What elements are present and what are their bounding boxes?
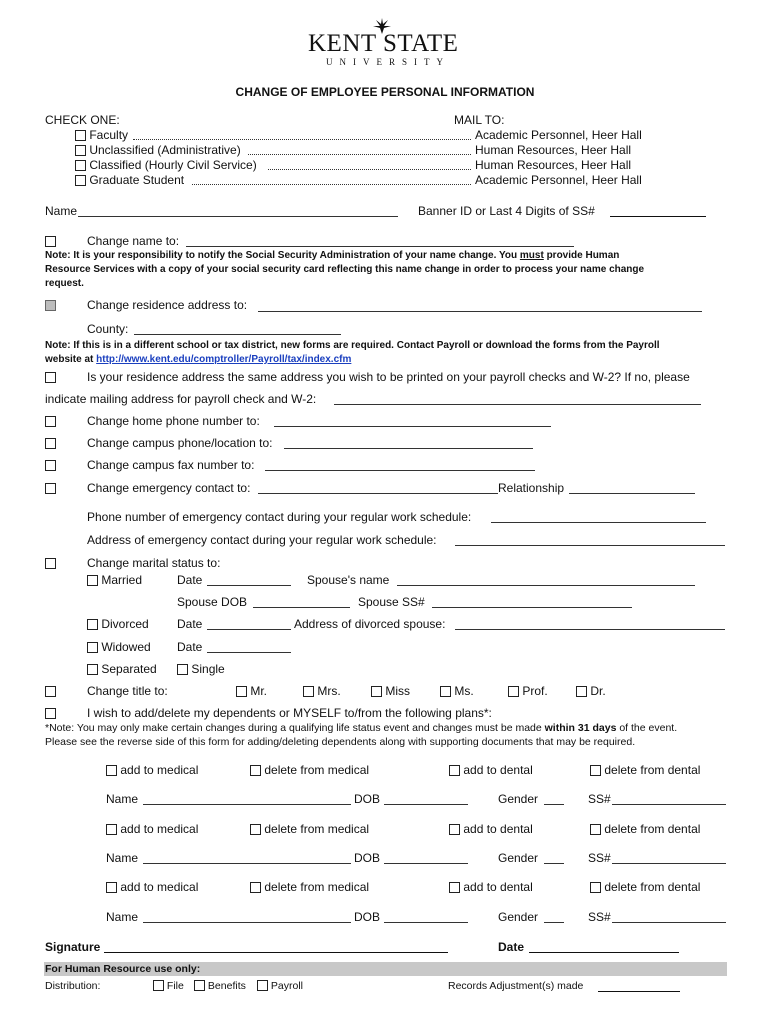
dist-benefits-option[interactable]: Benefits [194, 980, 246, 992]
name-label: Name [45, 204, 78, 218]
signature-date-input[interactable] [529, 952, 679, 953]
checkbox[interactable] [371, 686, 382, 697]
title-change-row[interactable] [45, 684, 56, 698]
dependent-gender-input[interactable] [544, 922, 564, 923]
dependent-dob-input[interactable] [384, 804, 468, 805]
dependent-dob-label: DOB [354, 910, 381, 924]
dependent-gender-input[interactable] [544, 863, 564, 864]
marital-label: Change marital status to: [87, 556, 221, 570]
emergency-phone-label: Phone number of emergency contact during your regular work schedule: [87, 510, 472, 524]
divorced-date-label: Date [177, 617, 203, 631]
delete-medical-option[interactable]: delete from medical [250, 880, 369, 894]
checkbox[interactable] [590, 765, 601, 776]
dependent-name-label: Name [106, 792, 139, 806]
dependents-row[interactable] [45, 706, 56, 720]
checkbox[interactable] [45, 558, 56, 569]
checkbox[interactable] [45, 483, 56, 494]
mailing-address-input[interactable] [334, 404, 701, 405]
add-medical-option[interactable]: add to medical [106, 822, 198, 836]
signature-input[interactable] [104, 952, 448, 953]
emergency-input[interactable] [258, 493, 498, 494]
check-option-faculty[interactable]: Faculty [75, 128, 128, 142]
change-name-row[interactable] [45, 234, 56, 248]
dot-leader [192, 184, 471, 185]
checkbox[interactable] [75, 160, 86, 171]
dependent-ss-input[interactable] [612, 922, 726, 923]
widowed-date-label: Date [177, 640, 203, 654]
marital-row[interactable] [45, 556, 56, 570]
add-dental-option[interactable]: add to dental [449, 822, 533, 836]
checkbox[interactable] [449, 882, 460, 893]
checkbox[interactable] [508, 686, 519, 697]
add-dental-option[interactable]: add to dental [449, 763, 533, 777]
checkbox[interactable] [250, 882, 261, 893]
mail-dest-classified: Human Resources, Heer Hall [475, 158, 632, 172]
spouse-name-input[interactable] [397, 585, 695, 586]
checkbox[interactable] [590, 882, 601, 893]
checkbox[interactable] [45, 460, 56, 471]
dependent-ss-label: SS# [588, 792, 611, 806]
checkbox[interactable] [87, 642, 98, 653]
home-phone-input[interactable] [274, 426, 551, 427]
change-residence-row[interactable] [45, 298, 56, 312]
delete-dental-option[interactable]: delete from dental [590, 763, 700, 777]
checkbox[interactable] [87, 575, 98, 586]
add-dental-option[interactable]: add to dental [449, 880, 533, 894]
delete-medical-option[interactable]: delete from medical [250, 763, 369, 777]
divorced-address-label: Address of divorced spouse: [294, 617, 446, 631]
title-change-label: Change title to: [87, 684, 168, 698]
campus-fax-input[interactable] [265, 470, 535, 471]
title-option-ms[interactable]: Ms. [440, 684, 474, 698]
mail-dest-faculty: Academic Personnel, Heer Hall [475, 128, 642, 142]
checkbox[interactable] [576, 686, 587, 697]
emergency-address-input[interactable] [455, 545, 725, 546]
single-option[interactable]: Single [177, 662, 225, 676]
delete-medical-option[interactable]: delete from medical [250, 822, 369, 836]
county-input[interactable] [134, 334, 341, 335]
page-title: CHANGE OF EMPLOYEE PERSONAL INFORMATION [235, 85, 535, 99]
delete-dental-option[interactable]: delete from dental [590, 880, 700, 894]
checkbox[interactable] [87, 619, 98, 630]
dependent-name-input[interactable] [143, 863, 351, 864]
married-date-label: Date [177, 573, 203, 587]
checkbox[interactable] [106, 882, 117, 893]
emergency-row[interactable] [45, 481, 56, 495]
mail-to-label: MAIL TO: [454, 113, 505, 127]
dependent-ss-input[interactable] [612, 863, 726, 864]
same-address-question: Is your residence address the same address you wish to be printed on your payroll checks and W-2? If no, please [87, 370, 690, 384]
records-adjustment-label: Records Adjustment(s) made [448, 980, 584, 992]
home-phone-label: Change home phone number to: [87, 414, 260, 428]
spouse-ss-label: Spouse SS# [358, 595, 425, 609]
checkbox[interactable] [303, 686, 314, 697]
emergency-label: Change emergency contact to: [87, 481, 251, 495]
campus-phone-row[interactable] [45, 436, 56, 450]
dependents-label: I wish to add/delete my dependents or MYSELF to/from the following plans*: [87, 706, 492, 720]
dependent-name-input[interactable] [143, 922, 351, 923]
dependent-gender-label: Gender [498, 910, 539, 924]
checkbox[interactable] [590, 824, 601, 835]
checkbox[interactable] [153, 980, 164, 991]
separated-option[interactable]: Separated [87, 662, 157, 676]
dependent-ss-label: SS# [588, 910, 611, 924]
dependent-gender-label: Gender [498, 851, 539, 865]
payroll-tax-link[interactable]: http://www.kent.edu/comptroller/Payroll/tax/index.cfm [96, 354, 352, 365]
dot-leader [133, 139, 471, 140]
checkbox[interactable] [449, 824, 460, 835]
change-residence-label: Change residence address to: [87, 298, 248, 312]
check-one-label: CHECK ONE: [45, 113, 120, 127]
banner-id-label: Banner ID or Last 4 Digits of SS# [418, 204, 595, 218]
dist-payroll-option[interactable]: Payroll [257, 980, 303, 992]
checkbox[interactable] [75, 175, 86, 186]
dependent-dob-label: DOB [354, 851, 381, 865]
spouse-ss-input[interactable] [432, 607, 632, 608]
check-option-unclassified[interactable]: Unclassified (Administrative) [75, 143, 241, 157]
widowed-option[interactable]: Widowed [87, 640, 151, 654]
county-label: County: [87, 322, 129, 336]
spouse-dob-label: Spouse DOB [177, 595, 248, 609]
check-option-graduate[interactable]: Graduate Student [75, 173, 184, 187]
checkbox[interactable] [106, 824, 117, 835]
title-option-dr[interactable]: Dr. [576, 684, 606, 698]
checkbox[interactable] [45, 686, 56, 697]
divorced-option[interactable]: Divorced [87, 617, 149, 631]
home-phone-row[interactable] [45, 414, 56, 428]
mailing-address-label: indicate mailing address for payroll check and W-2: [45, 392, 317, 406]
widowed-date-input[interactable] [207, 652, 291, 653]
checkbox[interactable] [236, 686, 247, 697]
campus-phone-input[interactable] [284, 448, 533, 449]
records-adjustment-input[interactable] [598, 991, 680, 992]
banner-id-input[interactable] [610, 216, 706, 217]
checkbox[interactable] [177, 664, 188, 675]
dependent-gender-input[interactable] [544, 804, 564, 805]
title-option-mrs[interactable]: Mrs. [303, 684, 341, 698]
checkbox[interactable] [440, 686, 451, 697]
dependents-note: *Note: You may only make certain changes during a qualifying life status event and changes must be made within 31 days of the event. Please see the reverse side of this form for adding/deleting dependents along with supporting documents that may be required. [45, 722, 678, 748]
checkbox[interactable] [257, 980, 268, 991]
delete-dental-option[interactable]: delete from dental [590, 822, 700, 836]
dependent-name-input[interactable] [143, 804, 351, 805]
dependent-dob-input[interactable] [384, 863, 468, 864]
title-option-miss[interactable]: Miss [371, 684, 410, 698]
signature-date-label: Date [498, 940, 525, 954]
checkbox[interactable] [106, 765, 117, 776]
campus-fax-row[interactable] [45, 458, 56, 472]
title-option-mr[interactable]: Mr. [236, 684, 267, 698]
dot-leader [268, 169, 471, 170]
add-medical-option[interactable]: add to medical [106, 880, 198, 894]
checkbox[interactable] [75, 145, 86, 156]
checkbox[interactable] [194, 980, 205, 991]
add-medical-option[interactable]: add to medical [106, 763, 198, 777]
divorced-address-input[interactable] [455, 629, 725, 630]
divorced-date-input[interactable] [207, 629, 291, 630]
residence-input[interactable] [258, 311, 702, 312]
relationship-label: Relationship [498, 481, 565, 495]
same-address-row[interactable] [45, 370, 56, 384]
emergency-address-label: Address of emergency contact during your regular work schedule: [87, 533, 437, 547]
dependent-ss-label: SS# [588, 851, 611, 865]
spouse-dob-input[interactable] [253, 607, 350, 608]
check-option-classified[interactable]: Classified (Hourly Civil Service) [75, 158, 257, 172]
logo-sub: UNIVERSITY [326, 57, 450, 67]
change-name-note: Note: It is your responsibility to notify the Social Security Administration of your name change. You must provide Human Resource Services with a copy of your social security card reflecting this name change in order to process your name change request. [45, 250, 645, 289]
distribution-label: Distribution: [45, 980, 101, 992]
checkbox[interactable] [45, 708, 56, 719]
campus-phone-label: Change campus phone/location to: [87, 436, 273, 450]
mail-dest-unclassified: Human Resources, Heer Hall [475, 143, 632, 157]
checkbox[interactable] [449, 765, 460, 776]
married-date-input[interactable] [207, 585, 291, 586]
checkbox[interactable] [45, 372, 56, 383]
checkbox[interactable] [45, 300, 56, 311]
married-option[interactable]: Married [87, 573, 142, 587]
checkbox[interactable] [75, 130, 86, 141]
checkbox[interactable] [45, 438, 56, 449]
checkbox[interactable] [250, 765, 261, 776]
mail-dest-graduate: Academic Personnel, Heer Hall [475, 173, 642, 187]
dependent-gender-label: Gender [498, 792, 539, 806]
spouse-name-label: Spouse's name [307, 573, 390, 587]
dependent-ss-input[interactable] [612, 804, 726, 805]
name-input[interactable] [78, 216, 398, 217]
dependent-dob-input[interactable] [384, 922, 468, 923]
dot-leader [248, 154, 471, 155]
residence-note: Note: If this is in a different school or tax district, new forms are required. Contact Payroll or download the forms from the Payroll website at http://www.kent.edu/comptroller/Payroll/tax/index.cfm [45, 340, 660, 365]
dependent-dob-label: DOB [354, 792, 381, 806]
dependent-name-label: Name [106, 910, 139, 924]
kent-state-logo [308, 18, 464, 68]
campus-fax-label: Change campus fax number to: [87, 458, 255, 472]
title-option-prof[interactable]: Prof. [508, 684, 548, 698]
checkbox[interactable] [87, 664, 98, 675]
change-name-input[interactable] [186, 246, 574, 247]
signature-label: Signature [45, 940, 101, 954]
change-name-label: Change name to: [87, 234, 180, 248]
dist-file-option[interactable]: File [153, 980, 184, 992]
hr-use-label: For Human Resource use only: [45, 963, 201, 975]
logo-name: KENT STATE [308, 30, 459, 57]
emergency-phone-input[interactable] [491, 522, 706, 523]
checkbox[interactable] [45, 416, 56, 427]
checkbox[interactable] [250, 824, 261, 835]
relationship-input[interactable] [569, 493, 695, 494]
dependent-name-label: Name [106, 851, 139, 865]
checkbox[interactable] [45, 236, 56, 247]
